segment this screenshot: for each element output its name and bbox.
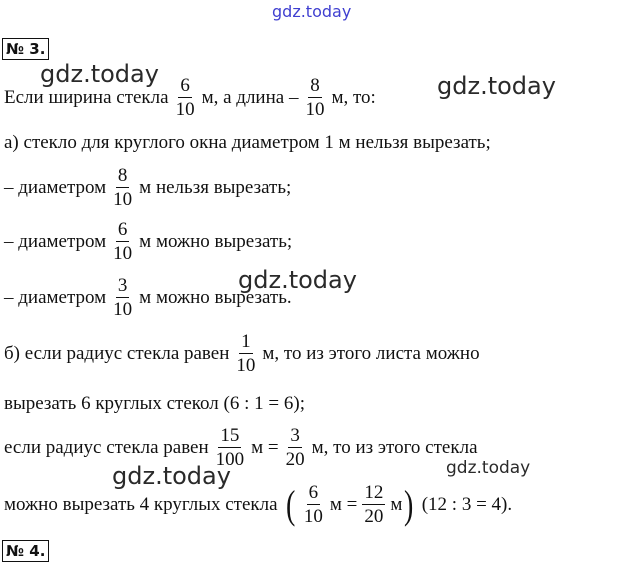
watermark: gdz.today: [40, 60, 159, 88]
denominator: 20: [285, 449, 305, 470]
watermark: gdz.today: [437, 72, 556, 100]
fraction: [303, 76, 326, 119]
text: Если ширина стекла: [4, 86, 169, 108]
numerator: 6: [117, 219, 128, 240]
numerator: 6: [180, 75, 190, 96]
fraction: [284, 426, 307, 469]
text: м =: [329, 493, 358, 515]
denominator: 10: [305, 99, 325, 120]
text: м можно вырезать.: [139, 286, 292, 308]
numerator: 6: [308, 482, 319, 503]
text: м, а длина –: [201, 86, 299, 108]
fraction: [214, 426, 247, 469]
numerator: 8: [117, 165, 128, 186]
text: вырезать 6 круглых стекол (6 : 1 = 6);: [4, 393, 305, 414]
denominator: 10: [236, 355, 256, 376]
denominator: 10: [113, 243, 133, 264]
denominator: 20: [364, 506, 384, 527]
left-paren: (: [285, 481, 295, 527]
fraction: [362, 483, 385, 526]
fraction: [111, 220, 134, 263]
watermark: gdz.today: [272, 2, 352, 21]
denominator: 10: [113, 189, 133, 210]
text-line-3: [4, 166, 291, 209]
right-paren: ): [404, 481, 414, 527]
text-line-2: [4, 132, 491, 154]
numerator: 12: [364, 482, 384, 503]
numerator: 3: [117, 275, 128, 296]
text-line-8: [4, 426, 478, 469]
watermark: gdz.today: [238, 266, 357, 294]
text: м =: [251, 436, 279, 458]
fraction: [302, 483, 325, 526]
text-line-5: [4, 276, 292, 319]
text: м: [390, 493, 403, 515]
text: – диаметром: [4, 230, 107, 252]
text-line-4: [4, 220, 292, 263]
text: (12 : 3 = 4).: [421, 493, 513, 515]
fraction: [111, 166, 134, 209]
text-line-6: [4, 332, 480, 375]
text: м, то:: [331, 86, 376, 108]
denominator: 10: [113, 299, 133, 320]
fraction: [234, 332, 257, 375]
text: – диаметром: [4, 286, 107, 308]
text-line-7: [4, 393, 305, 415]
numerator: 1: [241, 331, 251, 352]
next-problem-badge: № 4.: [2, 540, 49, 562]
watermark: gdz.today: [112, 462, 231, 490]
text: а) стекло для круглого окна диаметром 1 м нельзя вырезать;: [4, 132, 491, 153]
denominator: 10: [303, 506, 323, 527]
text: м, то из этого стекла: [311, 436, 478, 458]
denominator: 10: [175, 99, 195, 120]
text: м нельзя вырезать;: [139, 176, 292, 198]
text: можно вырезать 4 круглых стекла: [4, 493, 278, 515]
text-line-1: [4, 76, 376, 119]
numerator: 8: [310, 75, 320, 96]
numerator: 3: [290, 425, 300, 446]
fraction: [174, 76, 197, 119]
text: м можно вырезать;: [139, 230, 293, 252]
text: – диаметром: [4, 176, 107, 198]
fraction: [111, 276, 134, 319]
text: если радиус стекла равен: [4, 436, 209, 458]
text-line-9: [4, 483, 512, 526]
problem-number-badge: № 3.: [2, 38, 49, 60]
numerator: 15: [220, 425, 240, 446]
watermark: gdz.today: [446, 458, 531, 478]
denominator: 100: [215, 449, 245, 470]
text: м, то из этого листа можно: [262, 342, 480, 364]
text: б) если радиус стекла равен: [4, 342, 230, 364]
